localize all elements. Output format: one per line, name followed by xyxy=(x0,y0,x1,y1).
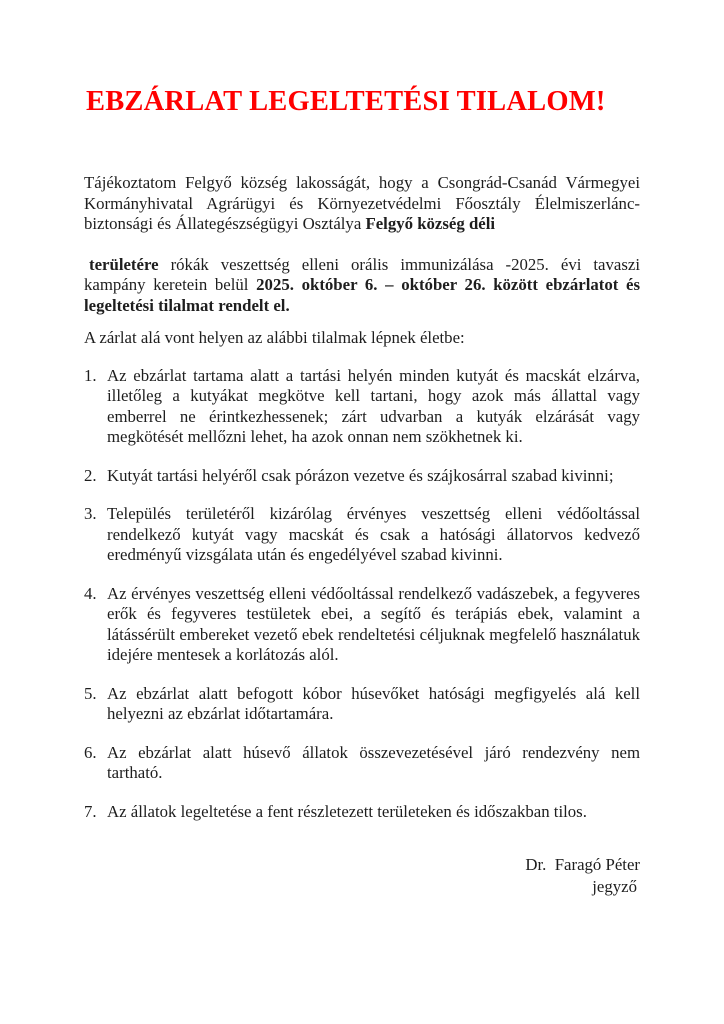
rule-number: 1. xyxy=(84,365,97,385)
rule-item-6 xyxy=(84,743,640,784)
rule-text: Település területéről kizárólag érvényes veszettség elleni védőoltással rendelkező kutyát vagy macskát és csak a hatósági állatorvos kedvező eredményű vizsgálata után és engedélyével szabad kivinni. xyxy=(107,504,640,564)
rule-item-2 xyxy=(84,466,640,487)
signature-block xyxy=(84,854,640,897)
signatory-name: Dr. Faragó Péter xyxy=(525,855,640,874)
rule-item-4 xyxy=(84,584,640,666)
rule-text: Az ebzárlat tartama alatt a tartási helyén minden kutyát és macskát elzárva, illetőleg a kutyákat megkötve kell tartani, hogy azok más állattal vagy emberrel ne érintkezhessenek; zárt udvarban a kutyák elzárását vagy megkötését mellőzni lehet, ha azok onnan nem szökhetnek ki. xyxy=(107,365,640,446)
rule-number: 3. xyxy=(84,504,97,523)
rule-number: 2. xyxy=(84,465,97,485)
rules-intro-line: A zárlat alá vont helyen az alábbi tilalmak lépnek életbe: xyxy=(84,328,465,347)
rule-text: Kutyát tartási helyéről csak pórázon vezetve és szájkosárral szabad kivinni; xyxy=(107,465,614,485)
page-title: EBZÁRLAT LEGELTETÉSI TILALOM! xyxy=(86,86,606,117)
rule-item-1 xyxy=(84,366,640,448)
rule-number: 4. xyxy=(84,583,97,603)
rule-number: 6. xyxy=(84,742,97,762)
rule-item-5 xyxy=(84,684,640,725)
quarantine-order-paragraph: területére rókák veszettség elleni orális immunizálása -2025. évi tavaszi kampány keretein belül 2025. október 6. – október 26. között ebzárlatot és legeltetési tilalmat rendelt el. xyxy=(84,254,640,315)
rule-text: Az érvényes veszettség elleni védőoltással rendelkező vadászebek, a fegyveres erők és fegyveres testületek ebei, a segítő és terápiás ebek, valamint a látássérült embereket vezető ebek rendeltetési céljuknak megfelelő használatuk idejére mentesek a korlátozás alól. xyxy=(107,583,640,664)
rule-item-3 xyxy=(84,504,640,566)
rule-text: Az ebzárlat alatt befogott kóbor húsevőket hatósági megfigyelés alá kell helyezni az ebzárlat időtartamára. xyxy=(107,683,640,723)
rule-item-7 xyxy=(84,802,640,823)
rule-text: Az ebzárlat alatt húsevő állatok összevezetésével járó rendezvény nem tartható. xyxy=(107,742,640,782)
rule-number: 5. xyxy=(84,683,97,703)
rule-number: 7. xyxy=(84,801,97,821)
rules-list xyxy=(84,366,640,823)
rule-text: Az állatok legeltetése a fent részletezett területeken és időszakban tilos. xyxy=(107,801,587,821)
intro-paragraph: Tájékoztatom Felgyő község lakosságát, hogy a Csongrád-Csanád Vármegyei Kormányhivatal Agrárügyi és Környezetvédelmi Főosztály Élelmiszerlánc-biztonsági és Állategészségügyi Osztálya Felgyő község déli xyxy=(84,173,640,233)
signatory-role: jegyző xyxy=(592,876,637,896)
